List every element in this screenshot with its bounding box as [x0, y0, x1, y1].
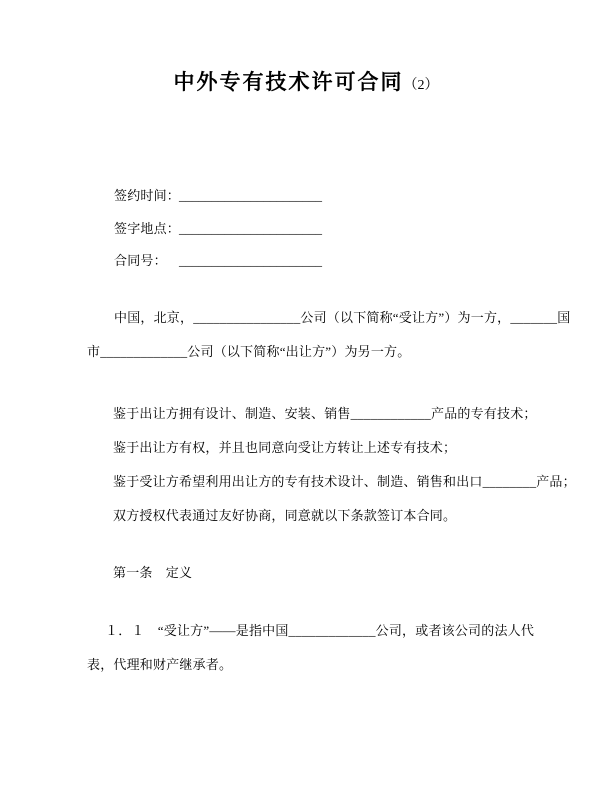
clause-1-1-line-2: 表，代理和财产继承者。 — [87, 657, 233, 672]
document-title — [0, 68, 612, 100]
signing-time-blank: ______________________ — [179, 188, 322, 203]
signing-place-label: 签字地点： — [114, 221, 181, 236]
whereas-clause-1: 鉴于出让方拥有设计、制造、安装、销售____________产品的专有技术； — [113, 406, 537, 421]
meta-field-contract-number — [114, 252, 322, 269]
meta-field-signing-time — [114, 187, 322, 204]
whereas-clause-3: 鉴于受让方希望利用出让方的专有技术设计、制造、销售和出口________产品； — [113, 474, 576, 489]
parties-paragraph-line-1: 中国，北京，________________公司（以下简称“受让方”）为一方，_______国 — [114, 310, 571, 325]
clause-1-1-line-1: １．１ “受让方”——是指中国_____________公司，或者该公司的法人代 — [105, 623, 535, 638]
document-title-suffix: （2） — [403, 78, 439, 93]
signing-place-blank: ______________________ — [179, 221, 322, 236]
parties-paragraph-line-2: 市_____________公司（以下简称“出让方”）为另一方。 — [87, 344, 411, 359]
whereas-clause-2: 鉴于出让方有权，并且也同意向受让方转让上述专有技术； — [113, 440, 457, 455]
contract-number-blank: ______________________ — [179, 253, 322, 268]
contract-number-label: 合同号： — [114, 253, 167, 268]
signing-time-label: 签约时间： — [114, 188, 181, 203]
meta-field-signing-place — [114, 220, 322, 237]
article-1-heading: 第一条 定义 — [113, 565, 193, 580]
document-title-text: 中外专有技术许可合同 — [173, 70, 404, 94]
whereas-clause-4: 双方授权代表通过友好协商，同意就以下条款签订本合同。 — [113, 508, 457, 523]
